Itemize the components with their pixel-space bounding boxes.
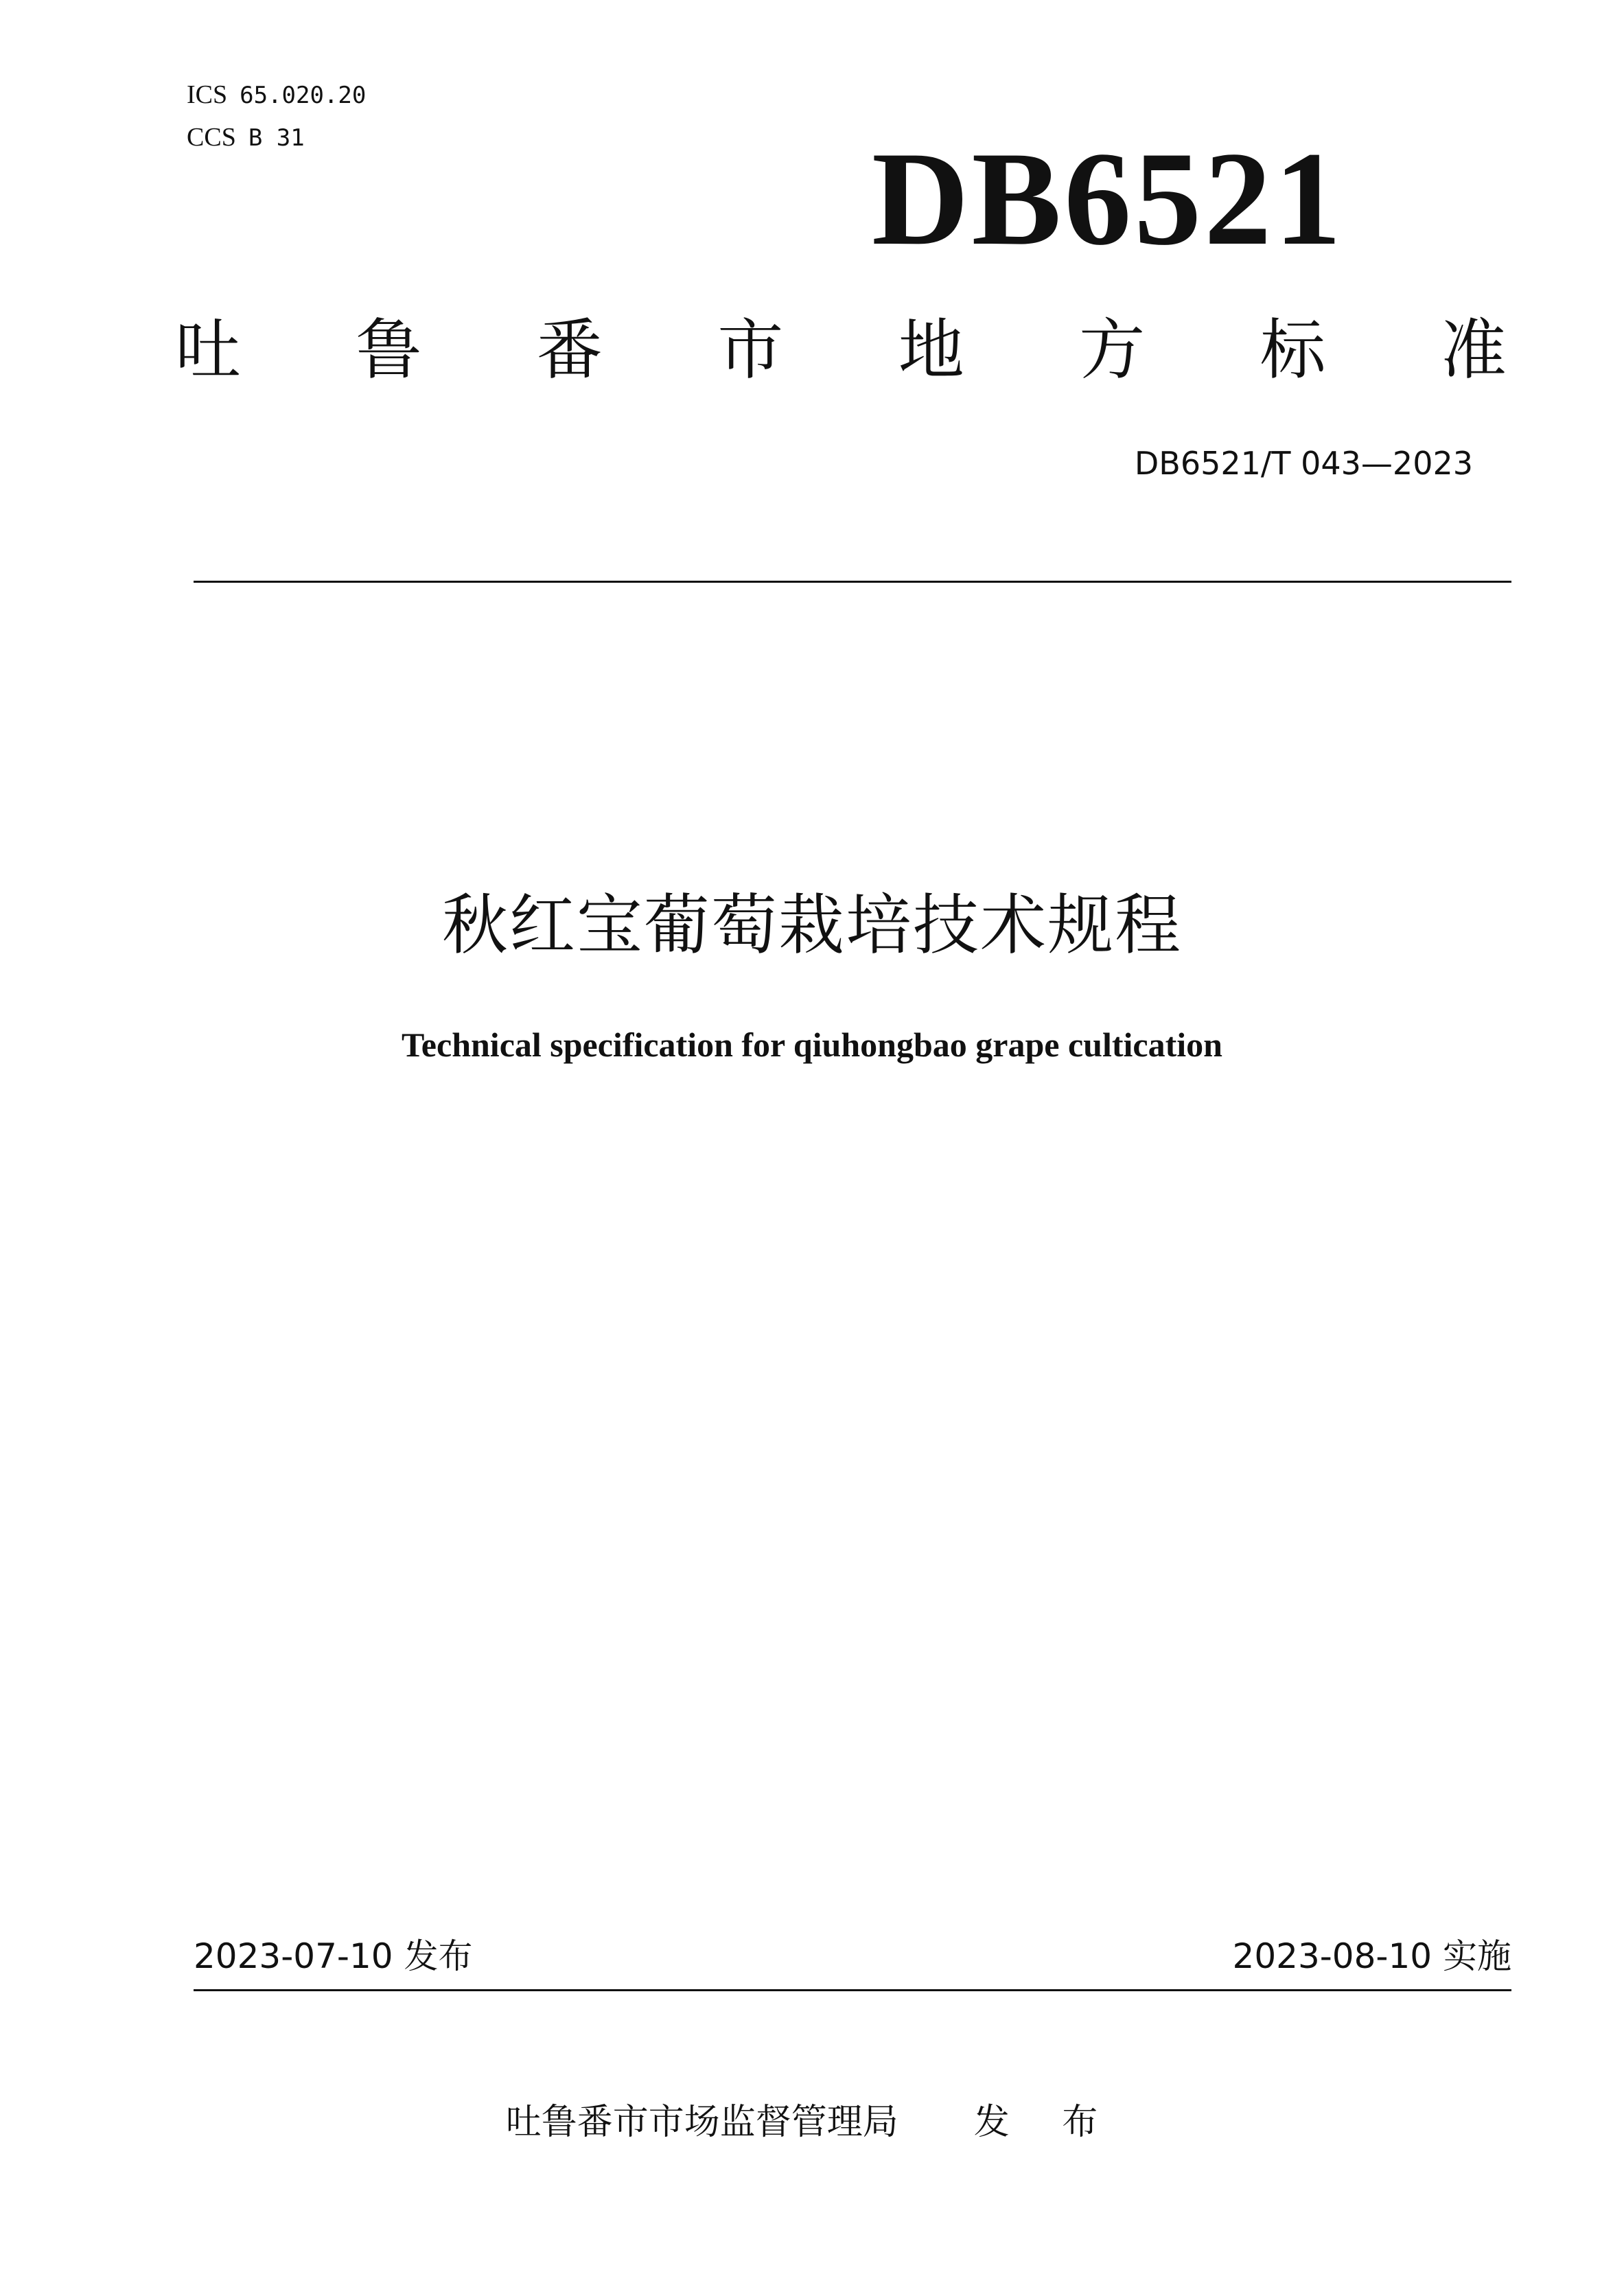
standard-kind-char: 鲁 <box>356 312 422 389</box>
standard-kind-heading <box>175 312 1507 388</box>
standard-kind-char: 番 <box>536 312 603 389</box>
ccs-code: B 31 <box>248 124 305 152</box>
standard-kind-char: 吐 <box>175 312 241 389</box>
publisher-action: 发 布 <box>973 2102 1119 2143</box>
ics-classification <box>187 80 366 111</box>
standard-mark: DB6521 <box>872 124 1345 273</box>
ics-label: ICS <box>187 80 228 109</box>
standard-number: DB6521/T 043—2023 <box>1134 445 1473 482</box>
footer-divider <box>194 1989 1511 1991</box>
implementation-date: 2023-08-10 实施 <box>1232 1936 1511 1976</box>
document-title-en: Technical specification for qiuhongbao grape cultication <box>402 1025 1222 1064</box>
standard-kind-char: 地 <box>898 312 964 389</box>
standard-kind-char: 标 <box>1260 312 1326 389</box>
header-divider <box>194 581 1511 583</box>
issue-date: 2023-07-10 发布 <box>194 1936 473 1976</box>
standard-kind-char: 方 <box>1079 312 1146 389</box>
publisher-name: 吐鲁番市市场监督管理局 <box>505 2102 898 2143</box>
ccs-label: CCS <box>187 123 236 152</box>
standard-kind-char: 准 <box>1440 312 1507 389</box>
publisher-line <box>0 2100 1624 2144</box>
standard-kind-char: 市 <box>717 312 784 389</box>
document-title-zh: 秋红宝葡萄栽培技术规程 <box>442 887 1182 964</box>
ics-code: 65.020.20 <box>240 82 367 109</box>
ccs-classification <box>187 122 305 153</box>
